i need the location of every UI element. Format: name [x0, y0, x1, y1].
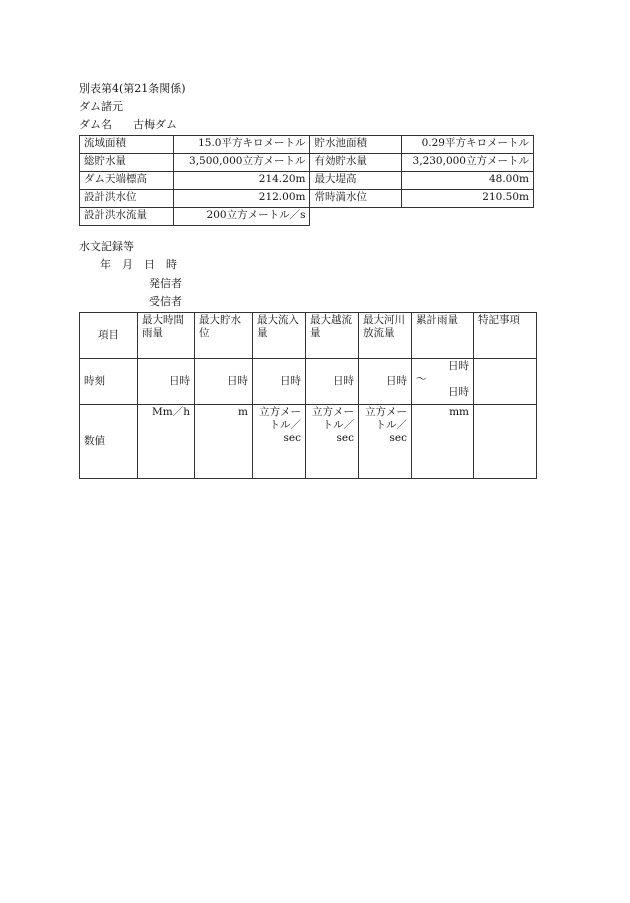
time-cell: 日時 [253, 359, 306, 405]
table-row [80, 136, 534, 154]
spec-label: 設計洪水位 [80, 190, 174, 208]
dam-name-line [79, 118, 177, 132]
spec-label: ダム天端標高 [80, 172, 174, 190]
receiver-label: 受信者 [149, 295, 182, 308]
spec-label: 常時満水位 [310, 190, 402, 208]
time-cell: 日時 [359, 359, 412, 405]
table-row-time [80, 359, 537, 405]
cumulative-start: 日時 [448, 360, 469, 372]
spec-label: 流域面積 [80, 136, 174, 154]
spec-label: 設計洪水流量 [80, 208, 174, 226]
remarks-cell [474, 359, 537, 405]
spec-label: 総貯水量 [80, 154, 174, 172]
table-row [80, 172, 534, 190]
time-cell: 日時 [138, 359, 195, 405]
header-max-river-discharge: 最大河川放流量 [359, 313, 412, 359]
appendix-title: 別表第4(第21条関係) [79, 82, 186, 95]
sender-label: 発信者 [149, 277, 182, 290]
cumulative-time-cell [412, 359, 474, 405]
header-remarks: 特記事項 [474, 313, 537, 359]
spec-label: 貯水池面積 [310, 136, 402, 154]
spec-value: 200立方メートル／s [173, 208, 310, 226]
table-row [80, 190, 534, 208]
unit-cell: 立方メートル／sec [359, 405, 412, 479]
unit-cell: 立方メートル／sec [253, 405, 306, 479]
dam-name-label: ダム名 [79, 118, 112, 131]
spec-value: 0.29平方キロメートル [402, 136, 534, 154]
unit-cell: m [195, 405, 253, 479]
remarks-cell [474, 405, 537, 479]
spec-value: 48.00m [402, 172, 534, 190]
row-label-time: 時刻 [80, 359, 138, 405]
time-cell: 日時 [306, 359, 359, 405]
time-cell: 日時 [195, 359, 253, 405]
header-max-hourly-rain: 最大時間雨量 [138, 313, 195, 359]
dam-spec-table [79, 135, 534, 226]
empty-cell [310, 208, 402, 226]
table-row [80, 154, 534, 172]
unit-cell: Mm／h [138, 405, 195, 479]
spec-value: 3,230,000立方メートル [402, 154, 534, 172]
date-line: 年 月 日 時 [100, 258, 177, 271]
header-item: 項目 [80, 313, 138, 359]
unit-cell: 立方メートル／sec [306, 405, 359, 479]
header-max-overflow: 最大越流量 [306, 313, 359, 359]
header-max-inflow: 最大流入量 [253, 313, 306, 359]
unit-cell: mm [412, 405, 474, 479]
section-title: ダム諸元 [79, 100, 123, 113]
spec-value: 3,500,000立方メートル [173, 154, 310, 172]
header-max-water-level: 最大貯水位 [195, 313, 253, 359]
spec-value: 212.00m [173, 190, 310, 208]
spec-value: 214.20m [173, 172, 310, 190]
spec-value: 210.50m [402, 190, 534, 208]
table-header-row [80, 313, 537, 359]
dam-name-value: 古梅ダム [133, 118, 177, 131]
cumulative-tilde: ～ [416, 373, 427, 385]
hydrology-record-table [79, 312, 537, 479]
spec-value: 15.0平方キロメートル [173, 136, 310, 154]
records-title: 水文記録等 [79, 240, 134, 253]
table-row-value [80, 405, 537, 479]
table-row [80, 208, 534, 226]
spec-label: 有効貯水量 [310, 154, 402, 172]
row-label-value: 数値 [80, 405, 138, 479]
empty-cell [402, 208, 534, 226]
header-cumulative-rain: 累計雨量 [412, 313, 474, 359]
cumulative-end: 日時 [448, 386, 469, 398]
spec-label: 最大堤高 [310, 172, 402, 190]
